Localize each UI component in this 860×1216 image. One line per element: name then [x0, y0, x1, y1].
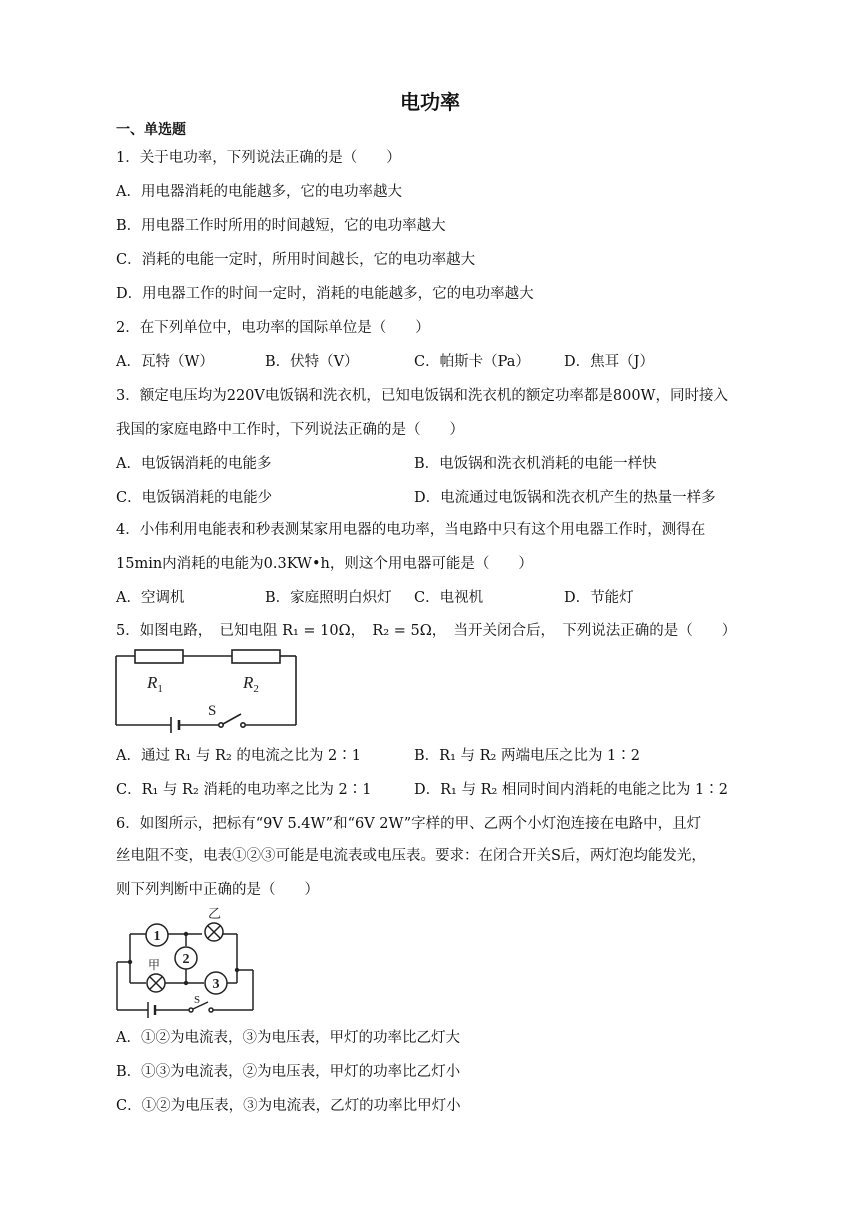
question-1-option-d: D．用电器工作的时间一定时，消耗的电能越多，它的电功率越大 [116, 286, 534, 302]
question-5-option-b: B．R₁ 与 R₂ 两端电压之比为 1∶2 [414, 748, 641, 764]
question-2-option-b: B．伏特（V） [265, 354, 359, 370]
r2-label: $R_2$ [243, 673, 259, 695]
question-3-option-d: D．电流通过电饭锅和洗衣机产生的热量一样多 [414, 490, 716, 506]
question-2-option-d: D．焦耳（J） [564, 354, 654, 370]
question-4-option-a: A．空调机 [116, 590, 185, 606]
question-6-stem-line-3: 则下列判断中正确的是（ ） [116, 882, 319, 898]
question-3-stem-line-1: 3．额定电压均为220V电饭锅和洗衣机，已知电饭锅和洗衣机的额定功率都是800W，同时接入 [116, 388, 728, 404]
question-6-option-c: C．①②为电压表，③为电流表，乙灯的功率比甲灯小 [116, 1098, 461, 1114]
question-3-option-a: A．电饭锅消耗的电能多 [116, 456, 272, 472]
question-1-stem: 1．关于电功率，下列说法正确的是（ ） [116, 150, 401, 166]
switch-label: S [194, 994, 201, 1006]
question-5-option-c: C．R₁ 与 R₂ 消耗的电功率之比为 2∶1 [116, 782, 372, 798]
question-2-option-c: C．帕斯卡（Pa） [414, 354, 530, 370]
question-1-option-a: A．用电器消耗的电能越多，它的电功率越大 [116, 184, 402, 200]
question-4-option-d: D．节能灯 [564, 590, 634, 606]
question-6-option-b: B．①③为电流表，②为电压表，甲灯的功率比乙灯小 [116, 1064, 461, 1080]
question-5-circuit-diagram [113, 648, 299, 730]
resistor-r2-symbol [232, 650, 280, 663]
section-heading: 一、单选题 [116, 122, 186, 138]
question-2-stem: 2．在下列单位中，电功率的国际单位是（ ） [116, 320, 430, 336]
question-6-stem-line-1: 6．如图所示，把标有“9V 5.4W”和“6V 2W”字样的甲、乙两个小灯泡连接在电路中，且灯 [116, 816, 702, 832]
question-6-option-a: A．①②为电流表，③为电压表，甲灯的功率比乙灯大 [116, 1030, 460, 1046]
question-4-stem-line-1: 4．小伟利用电能表和秒表测某家用电器的电功率，当电路中只有这个用电器工作时，测得在 [116, 522, 706, 538]
question-3-option-c: C．电饭锅消耗的电能少 [116, 490, 273, 506]
question-6-stem-line-2: 丝电阻不变，电表①②③可能是电流表或电压表。要求：在闭合开关S后，两灯泡均能发光， [116, 848, 706, 864]
lamp-jia-label: 甲 [148, 958, 161, 972]
question-6-circuit-diagram [116, 906, 256, 1012]
question-1-option-c: C．消耗的电能一定时，所用时间越长，它的电功率越大 [116, 252, 476, 268]
resistor-r1-symbol [135, 650, 183, 663]
lamp-yi-label: 乙 [208, 906, 222, 921]
meter-2-label: 2 [182, 952, 190, 967]
question-4-option-b: B．家庭照明白炽灯 [265, 590, 392, 606]
question-5-option-d: D．R₁ 与 R₂ 相同时间内消耗的电能之比为 1∶2 [414, 782, 728, 798]
question-2-option-a: A．瓦特（W） [116, 354, 214, 370]
question-4-stem-line-2: 15min内消耗的电能为0.3KW•h，则这个用电器可能是（ ） [116, 556, 533, 572]
switch-lever [223, 714, 241, 724]
question-5-stem: 5．如图电路， 已知电阻 R₁ = 10Ω， R₂ = 5Ω， 当开关闭合后， 下列说法正确的是（ ） [116, 623, 737, 639]
question-1-option-b: B．用电器工作时所用的时间越短，它的电功率越大 [116, 218, 446, 234]
meter-1-label: 1 [153, 929, 161, 944]
page-title: 电功率 [400, 90, 460, 114]
r1-label: $R_1$ [147, 673, 163, 695]
question-4-option-c: C．电视机 [414, 590, 484, 606]
switch-label: S [208, 703, 217, 719]
question-3-stem-line-2: 我国的家庭电路中工作时，下列说法正确的是（ ） [116, 422, 464, 438]
question-3-option-b: B．电饭锅和洗衣机消耗的电能一样快 [414, 456, 657, 472]
meter-3-label: 3 [212, 977, 220, 992]
question-5-option-a: A．通过 R₁ 与 R₂ 的电流之比为 2∶1 [116, 748, 361, 764]
